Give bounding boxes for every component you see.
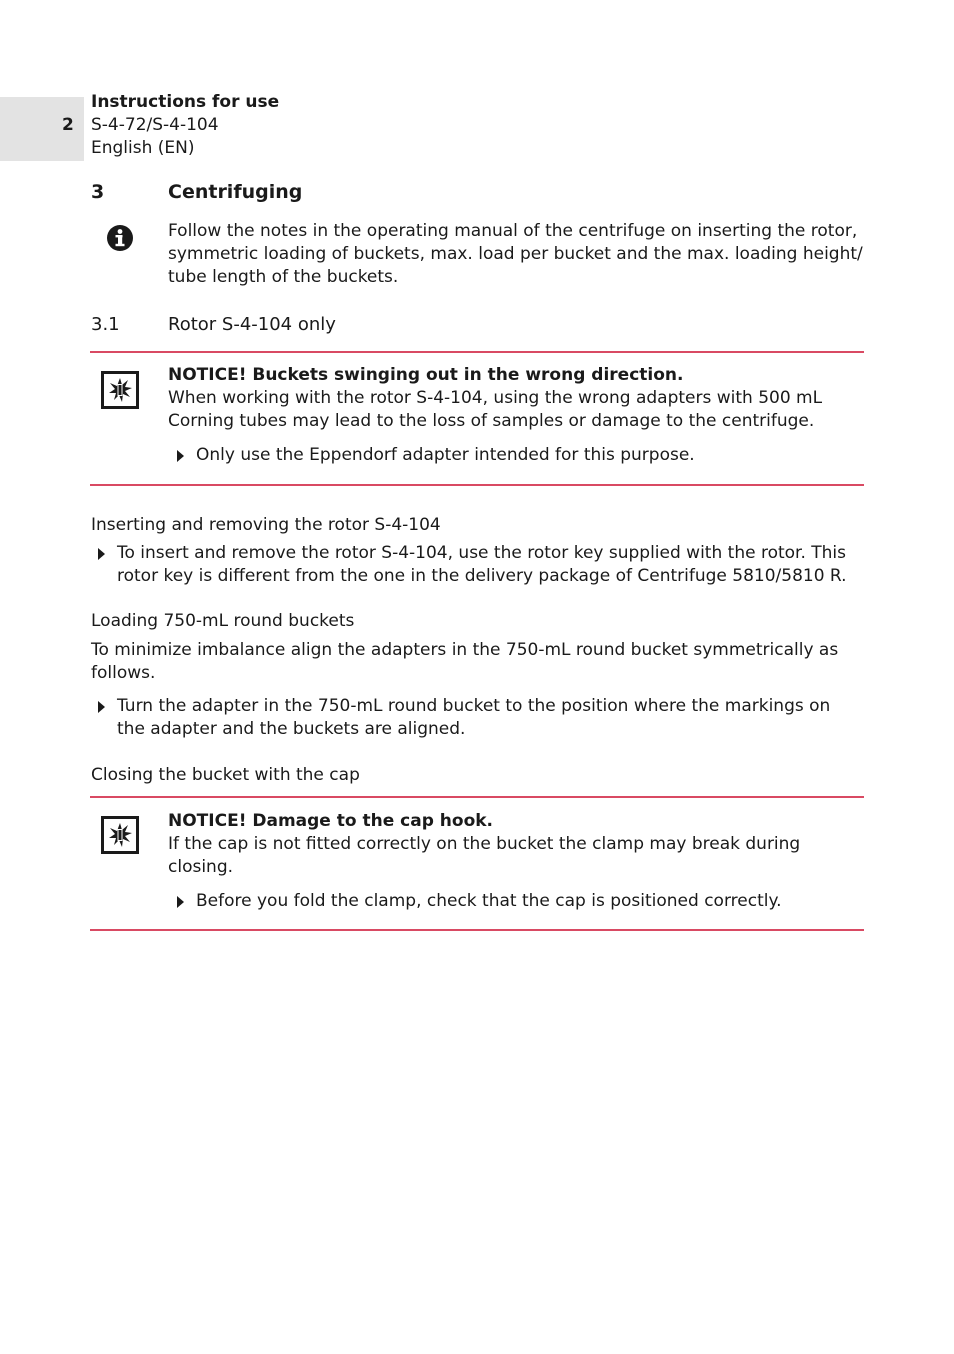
- notice-top-rule: [90, 796, 864, 798]
- inserting-heading: Inserting and removing the rotor S-4-104: [91, 515, 441, 535]
- notice-body: [168, 810, 868, 913]
- notice-text: If the cap is not fitted correctly on the bucket the clamp may break during closing.: [168, 834, 801, 877]
- section-title: Centrifuging: [168, 181, 303, 203]
- bullet-arrow-icon: [98, 701, 105, 713]
- notice-bullet: [177, 444, 868, 467]
- language-label: English (EN): [91, 138, 195, 158]
- notice-bullet-text: Before you fold the clamp, check that the cap is positioned correctly.: [196, 891, 782, 911]
- document-title: Instructions for use: [91, 92, 280, 112]
- subsection-number: 3.1: [91, 314, 120, 335]
- notice-body: [168, 364, 868, 467]
- model-designation: S-4-72/S-4-104: [91, 115, 219, 135]
- notice-title: NOTICE! Damage to the cap hook.: [168, 811, 494, 831]
- subsection-title: Rotor S-4-104 only: [168, 314, 336, 335]
- notice-title: NOTICE! Buckets swinging out in the wrong direction.: [168, 365, 684, 385]
- info-note-text: Follow the notes in the operating manual of the centrifuge on inserting the rotor, symmetric loading of buckets, max. load per bucket and the max. loading height/ tube length of the buckets.: [168, 221, 863, 287]
- notice-bullet: [177, 890, 868, 913]
- inserting-bullet: [98, 542, 868, 588]
- loading-bullet: [98, 695, 868, 741]
- notice-text: When working with the rotor S-4-104, using the wrong adapters with 500 mL Corning tubes may lead to the loss of samples or damage to the centrifuge.: [168, 388, 823, 431]
- loading-heading: Loading 750-mL round buckets: [91, 611, 355, 631]
- notice-bullet-text: Only use the Eppendorf adapter intended for this purpose.: [196, 445, 695, 465]
- info-icon: [106, 224, 134, 252]
- loading-bullet-text: Turn the adapter in the 750-mL round bucket to the position where the markings on the adapter and the buckets are aligned.: [117, 696, 831, 739]
- notice-top-rule: [90, 351, 864, 353]
- bullet-arrow-icon: [177, 450, 184, 462]
- bullet-arrow-icon: [177, 896, 184, 908]
- document-header: [91, 91, 279, 160]
- closing-heading: Closing the bucket with the cap: [91, 765, 360, 785]
- notice-bottom-rule: [90, 929, 864, 931]
- notice-icon: [101, 816, 139, 854]
- notice-icon: [101, 371, 139, 409]
- bullet-arrow-icon: [98, 548, 105, 560]
- section-number: 3: [91, 181, 105, 203]
- notice-bottom-rule: [90, 484, 864, 486]
- page-number: 2: [62, 115, 74, 135]
- inserting-bullet-text: To insert and remove the rotor S-4-104, use the rotor key supplied with the rotor. This rotor key is different from the one in the delivery package of Centrifuge 5810/5810 R.: [117, 543, 847, 586]
- loading-text: To minimize imbalance align the adapters in the 750-mL round bucket symmetrically as follows.: [91, 640, 839, 683]
